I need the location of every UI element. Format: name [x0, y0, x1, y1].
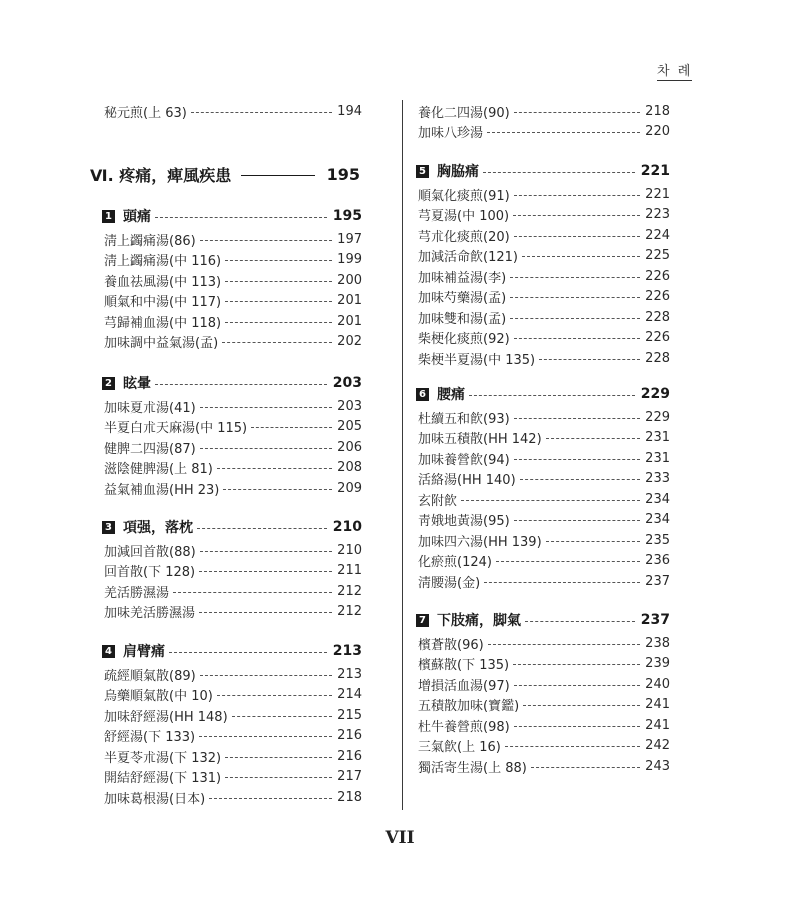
toc-entry[interactable]: [414, 510, 670, 530]
leader-dots: [510, 297, 640, 298]
leader-dots: [514, 338, 640, 339]
toc-entry-label: 杜牛養營煎(98): [418, 719, 510, 735]
toc-entry[interactable]: [100, 417, 362, 437]
toc-header-label: 차 례: [657, 60, 692, 81]
leader-dots: [546, 541, 640, 542]
toc-entry-label: 三氣飮(上 16): [418, 740, 501, 755]
toc-entry-page: 239: [645, 656, 670, 671]
leader-dots: [513, 664, 640, 665]
toc-entry-page: 201: [337, 293, 362, 308]
leader-dots: [514, 195, 640, 196]
leader-dots: [217, 695, 332, 696]
column-divider: [402, 100, 403, 810]
leader-dots: [199, 736, 332, 737]
toc-entry[interactable]: [414, 266, 670, 286]
toc-entry-label: 加味葛根湯(日本): [104, 791, 206, 807]
toc-entry[interactable]: [414, 122, 670, 142]
toc-entry-label: 養化二四湯(90): [418, 105, 510, 121]
section-title: 胸脇痛: [437, 164, 479, 180]
toc-section-heading[interactable]: [414, 609, 670, 631]
section-title: 下肢痛，脚氣: [437, 613, 521, 629]
leader-dots: [514, 112, 640, 113]
leader-dots: [225, 281, 332, 282]
toc-entry[interactable]: [100, 437, 362, 457]
toc-entry-page: 194: [337, 103, 362, 119]
toc-entry-label: 順氣化痰煎(91): [418, 188, 510, 204]
toc-entry-label: 半夏白朮天麻湯(中 115): [104, 421, 248, 436]
toc-entry-label: 加味芍藥湯(孟): [418, 291, 507, 306]
toc-entry-page: 218: [645, 103, 670, 119]
toc-section-heading[interactable]: [100, 205, 362, 227]
section-number-badge: 6: [416, 388, 429, 401]
toc-entry-label: 淸腰湯(金): [418, 575, 481, 591]
toc-entry-page: 199: [337, 252, 362, 267]
toc-entry-label: 烏藥順氣散(中 10): [104, 689, 213, 704]
toc-entry-label: 淸上蠲痛湯(中 116): [104, 254, 222, 269]
leader-dots: [225, 777, 332, 778]
leader-dots: [505, 746, 640, 747]
toc-entry-label: 靑娥地黃湯(95): [418, 514, 510, 529]
toc-entry-page: 201: [337, 313, 362, 329]
toc-entry[interactable]: [414, 225, 670, 245]
leader-dots: [510, 318, 640, 319]
toc-entry[interactable]: [414, 633, 670, 653]
toc-entry[interactable]: [414, 736, 670, 756]
toc-entry-label: 加味八珍湯: [418, 126, 484, 141]
leader-dots: [461, 500, 640, 501]
toc-entry[interactable]: [100, 478, 362, 498]
toc-entry[interactable]: [414, 571, 670, 591]
toc-entry-label: 秘元煎(上 63): [104, 105, 187, 121]
toc-entry-label: 檳蘇散(下 135): [418, 658, 510, 673]
toc-entry-page: 223: [645, 207, 670, 222]
section-number-badge: 7: [416, 614, 429, 627]
leader-dots: [514, 236, 640, 237]
toc-entry[interactable]: [100, 291, 362, 311]
chapter-leader-line: [241, 175, 314, 176]
section-number-badge: 2: [102, 377, 115, 390]
section-number-badge: 1: [102, 210, 115, 223]
leader-dots: [155, 384, 327, 385]
toc-entry[interactable]: [414, 530, 670, 550]
leader-dots: [169, 652, 327, 653]
leader-dots: [546, 438, 640, 439]
toc-entry-label: 順氣和中湯(中 117): [104, 295, 222, 310]
toc-entry-label: 加味舒經湯(HH 148): [104, 709, 228, 725]
toc-entry-page: 243: [645, 758, 670, 774]
leader-dots: [223, 489, 332, 490]
leader-dots: [514, 459, 640, 460]
toc-entry-page: 241: [645, 697, 670, 712]
leader-dots: [514, 685, 640, 686]
toc-entry-page: 200: [337, 272, 362, 288]
toc-section-heading[interactable]: [100, 372, 362, 394]
toc-entry-page: 197: [337, 231, 362, 247]
toc-entry[interactable]: [100, 270, 362, 290]
leader-dots: [514, 520, 640, 521]
toc-entry[interactable]: [414, 101, 670, 121]
toc-entry-page: 214: [337, 687, 362, 702]
toc-section-heading[interactable]: [414, 160, 670, 182]
section-page: 203: [332, 375, 362, 391]
leader-dots: [222, 342, 332, 343]
leader-dots: [225, 301, 332, 302]
toc-entry[interactable]: [100, 726, 362, 746]
toc-entry-label: 疏經順氣散(89): [104, 668, 196, 684]
leader-dots: [191, 112, 332, 113]
section-page: 229: [640, 386, 670, 402]
toc-entry[interactable]: [100, 602, 362, 622]
toc-entry-page: 229: [645, 409, 670, 425]
toc-entry-page: 226: [645, 289, 670, 304]
leader-dots: [225, 322, 332, 323]
toc-entry-label: 加味羌活勝濕湯: [104, 606, 196, 621]
toc-entry[interactable]: [414, 205, 670, 225]
toc-entry-label: 滋陰健脾湯(上 81): [104, 462, 213, 477]
toc-entry[interactable]: [100, 540, 362, 560]
section-page: 210: [332, 519, 362, 535]
leader-dots: [469, 395, 635, 396]
toc-entry[interactable]: [414, 407, 670, 427]
section-title: 眩暈: [123, 376, 151, 392]
section-number-badge: 4: [102, 645, 115, 658]
toc-entry[interactable]: [414, 307, 670, 327]
toc-entry[interactable]: [414, 674, 670, 694]
section-number-badge: 3: [102, 521, 115, 534]
toc-entry-label: 開結舒經湯(下 131): [104, 771, 222, 786]
leader-dots: [525, 621, 635, 622]
toc-entry[interactable]: [414, 756, 670, 776]
toc-entry-page: 205: [337, 419, 362, 434]
toc-entry[interactable]: [414, 654, 670, 674]
chapter-heading[interactable]: [90, 162, 360, 186]
toc-entry-label: 增損活血湯(97): [418, 678, 510, 694]
leader-dots: [487, 132, 640, 133]
toc-entry-page: 212: [337, 583, 362, 599]
section-page: 237: [640, 612, 670, 628]
toc-entry-label: 五積散加味(寶鑑): [418, 699, 520, 714]
toc-entry-page: 209: [337, 480, 362, 496]
toc-entry-label: 柴梗半夏湯(中 135): [418, 352, 536, 368]
section-title: 肩臂痛: [123, 644, 165, 660]
toc-entry-page: 233: [645, 471, 670, 486]
leader-dots: [200, 407, 332, 408]
toc-entry-page: 224: [645, 227, 670, 243]
section-number-badge: 5: [416, 165, 429, 178]
section-title: 頭痛: [123, 209, 151, 225]
page-folio: VII: [385, 828, 415, 848]
toc-entry-page: 235: [645, 532, 670, 548]
toc-entry-label: 檳蒼散(96): [418, 637, 484, 653]
toc-entry[interactable]: [414, 489, 670, 509]
toc-entry[interactable]: [100, 250, 362, 270]
toc-entry-page: 218: [337, 789, 362, 805]
toc-entry-page: 216: [337, 728, 362, 743]
toc-entry-page: 228: [645, 309, 670, 325]
toc-entry-page: 237: [645, 573, 670, 589]
toc-entry-label: 加味四六湯(HH 139): [418, 534, 542, 550]
toc-section-heading[interactable]: [414, 383, 670, 405]
leader-dots: [173, 592, 332, 593]
toc-entry-label: 加減活命飮(121): [418, 250, 518, 265]
section-page: 221: [640, 163, 670, 179]
toc-entry-label: 舒經湯(下 133): [104, 730, 196, 745]
leader-dots: [199, 571, 332, 572]
toc-entry-label: 化瘀煎(124): [418, 555, 492, 570]
toc-entry-page: 212: [337, 604, 362, 619]
chapter-title: Ⅵ. 疼痛，痺風疾患: [90, 165, 232, 185]
toc-entry[interactable]: [100, 685, 362, 705]
leader-dots: [209, 798, 332, 799]
leader-dots: [483, 172, 635, 173]
toc-entry[interactable]: [414, 695, 670, 715]
toc-entry-label: 杜續五和飮(93): [418, 411, 510, 427]
toc-entry[interactable]: [414, 246, 670, 266]
toc-entry-label: 半夏苓朮湯(下 132): [104, 750, 222, 766]
toc-entry[interactable]: [100, 664, 362, 684]
toc-entry[interactable]: [100, 705, 362, 725]
toc-entry-page: 208: [337, 460, 362, 475]
toc-entry-page: 211: [337, 563, 362, 578]
toc-entry-label: 健脾二四湯(87): [104, 441, 196, 457]
leader-dots: [520, 479, 640, 480]
toc-entry-page: 203: [337, 398, 362, 414]
toc-entry[interactable]: [414, 469, 670, 489]
leader-dots: [514, 418, 640, 419]
toc-entry-label: 羌活勝濕湯: [104, 585, 170, 601]
leader-dots: [513, 215, 640, 216]
toc-entry-page: 242: [645, 738, 670, 753]
leader-dots: [523, 705, 640, 706]
leader-dots: [225, 757, 332, 758]
leader-dots: [510, 277, 640, 278]
toc-entry[interactable]: [100, 396, 362, 416]
toc-entry[interactable]: [414, 448, 670, 468]
section-title: 項强，落枕: [123, 520, 193, 536]
toc-entry[interactable]: [100, 787, 362, 807]
toc-entry-page: 202: [337, 334, 362, 349]
toc-entry[interactable]: [100, 767, 362, 787]
toc-entry[interactable]: [414, 551, 670, 571]
toc-entry-page: 210: [337, 542, 362, 558]
leader-dots: [200, 240, 332, 241]
toc-entry-page: 238: [645, 635, 670, 651]
toc-entry-page: 240: [645, 676, 670, 692]
toc-entry-label: 芎夏湯(中 100): [418, 209, 510, 224]
toc-entry[interactable]: [100, 101, 362, 121]
section-page: 213: [332, 643, 362, 659]
leader-dots: [496, 561, 640, 562]
toc-entry-page: 231: [645, 450, 670, 466]
leader-dots: [200, 675, 332, 676]
leader-dots: [514, 726, 640, 727]
section-title: 腰痛: [437, 387, 465, 403]
toc-entry-label: 活絡湯(HH 140): [418, 473, 516, 488]
toc-entry-label: 加味雙和湯(孟): [418, 311, 507, 327]
toc-entry[interactable]: [100, 561, 362, 581]
toc-entry[interactable]: [100, 458, 362, 478]
toc-entry-page: 206: [337, 439, 362, 455]
toc-entry-label: 養血祛風湯(中 113): [104, 274, 222, 290]
toc-entry-label: 加味夏朮湯(41): [104, 400, 196, 416]
toc-entry-page: 216: [337, 748, 362, 764]
toc-entry-page: 241: [645, 717, 670, 733]
toc-entry[interactable]: [414, 715, 670, 735]
toc-entry[interactable]: [414, 287, 670, 307]
section-page: 195: [332, 208, 362, 224]
toc-entry[interactable]: [100, 581, 362, 601]
leader-dots: [155, 217, 327, 218]
toc-entry-label: 加味補益湯(李): [418, 270, 507, 286]
toc-entry-label: 淸上蠲痛湯(86): [104, 233, 196, 249]
toc-entry[interactable]: [414, 348, 670, 368]
leader-dots: [232, 716, 332, 717]
toc-entry-page: 226: [645, 330, 670, 345]
leader-dots: [197, 528, 327, 529]
toc-entry[interactable]: [100, 746, 362, 766]
chapter-page: 195: [326, 164, 360, 184]
toc-entry[interactable]: [414, 428, 670, 448]
toc-entry-label: 加味五積散(HH 142): [418, 432, 542, 447]
toc-entry-label: 芎朮化痰煎(20): [418, 229, 510, 245]
toc-entry[interactable]: [414, 184, 670, 204]
leader-dots: [539, 359, 640, 360]
leader-dots: [484, 582, 640, 583]
toc-entry-label: 獨活寄生湯(上 88): [418, 760, 527, 776]
toc-section-heading[interactable]: [100, 516, 362, 538]
leader-dots: [217, 468, 332, 469]
toc-entry-label: 回首散(下 128): [104, 565, 196, 580]
toc-entry-page: 236: [645, 553, 670, 568]
leader-dots: [199, 612, 332, 613]
toc-entry-page: 217: [337, 769, 362, 784]
toc-entry-label: 益氣補血湯(HH 23): [104, 482, 220, 498]
toc-entry[interactable]: [100, 229, 362, 249]
leader-dots: [488, 644, 640, 645]
toc-entry-page: 225: [645, 248, 670, 263]
toc-entry[interactable]: [414, 328, 670, 348]
toc-entry-label: 芎歸補血湯(中 118): [104, 315, 222, 331]
toc-entry-page: 234: [645, 512, 670, 527]
toc-entry-page: 228: [645, 350, 670, 366]
toc-entry-label: 玄附飮: [418, 493, 458, 509]
leader-dots: [200, 551, 332, 552]
leader-dots: [200, 448, 332, 449]
toc-entry-page: 234: [645, 491, 670, 507]
toc-entry-label: 加減回首散(88): [104, 544, 196, 560]
toc-entry-page: 215: [337, 707, 362, 723]
toc-entry-page: 231: [645, 430, 670, 445]
leader-dots: [531, 767, 640, 768]
leader-dots: [251, 427, 332, 428]
leader-dots: [522, 256, 640, 257]
leader-dots: [225, 260, 332, 261]
toc-entry-label: 加味調中益氣湯(孟): [104, 336, 219, 351]
toc-entry[interactable]: [100, 332, 362, 352]
toc-entry-page: 221: [645, 186, 670, 202]
toc-entry-page: 213: [337, 666, 362, 682]
toc-entry-page: 226: [645, 268, 670, 284]
toc-entry-label: 柴梗化痰煎(92): [418, 332, 510, 347]
toc-entry[interactable]: [100, 311, 362, 331]
toc-entry-label: 加味養營飮(94): [418, 452, 510, 468]
toc-entry-page: 220: [645, 124, 670, 139]
toc-section-heading[interactable]: [100, 640, 362, 662]
